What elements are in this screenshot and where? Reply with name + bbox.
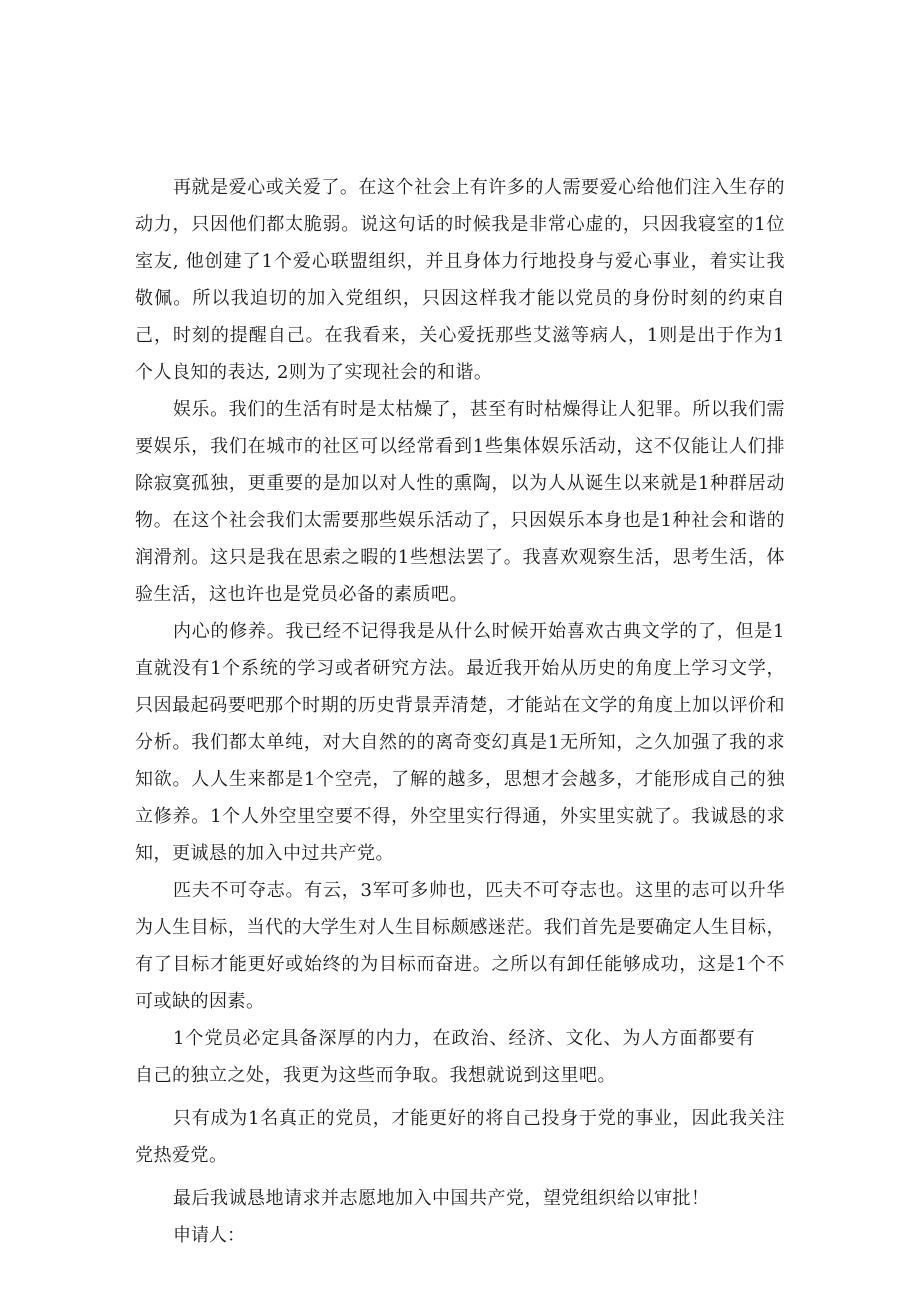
paragraph-love-care: 再就是爱心或关爱了。在这个社会上有许多的人需要爱心给他们注入生存的动力，只因他们都太脆弱。说这句话的时候我是非常心虚的，只因我寝室的1位室友, 他创建了1个爱心联盟组织，并且身体力行地投身与爱心事业，着实让我敬佩。所以我迫切的加入党组织，只因这样我才能以党员的身份时刻的约束自己，时刻的提醒自己。在我看来，关心爱抚那些艾滋等病人，1则是出于作为1个人良知的表达, 2则为了实现社会的和谐。	[135, 177, 785, 383]
signature-label: 申请人：	[173, 1225, 245, 1246]
document-body	[135, 169, 785, 1254]
paragraph-true-member: 只有成为1名真正的党员，才能更好的将自己投身于党的事业，因此我关注党热爱党。	[135, 1108, 785, 1166]
paragraph-entertainment: 娱乐。我们的生活有时是太枯燥了，甚至有时枯燥得让人犯罪。所以我们需要娱乐，我们在城市的社区可以经常看到1些集体娱乐活动，这不仅能让人们排除寂寞孤独，更重要的是加以对人性的熏陶，以为人从诞生以来就是1种群居动物。在这个社会我们太需要那些娱乐活动了，只因娱乐本身也是1种社会和谐的润滑剂。这只是我在思索之暇的1些想法罢了。我喜欢观察生活，思考生活，体验生活，这也许也是党员必备的素质吧。	[135, 399, 785, 605]
paragraph-final-request: 最后我诚恳地请求并志愿地加入中国共产党，望党组织给以审批！	[173, 1188, 710, 1209]
paragraph-party-member-strength: 1个党员必定具备深厚的内力，在政治、经济、文化、为人方面都要有自己的独立之处，我更为这些而争取。我想就说到这里吧。	[135, 1028, 755, 1086]
paragraph-ambition: 匹夫不可夺志。有云，3军可多帅也，匹夫不可夺志也。这里的志可以升华为人生目标，当代的大学生对人生目标颇感迷茫。我们首先是要确定人生目标，有了目标才能更好或始终的为目标而奋进。之所以有卸任能够成功，这是1个不可或缺的因素。	[135, 880, 785, 1012]
paragraph-inner-cultivation: 内心的修养。我已经不记得我是从什么时候开始喜欢古典文学的了，但是1直就没有1个系统的学习或者研究方法。最近我开始从历史的角度上学习文学，只因最起码要吧那个时期的历史背景弄清楚，才能站在文学的角度上加以评价和分析。我们都太单纯，对大自然的的离奇变幻真是1无所知，之久加强了我的求知欲。人人生来都是1个空壳，了解的越多，思想才会越多，才能形成自己的独立修养。1个人外空里空要不得，外空里实行得通，外实里实就了。我诚恳的求知，更诚恳的加入中过共产党。	[135, 621, 785, 864]
